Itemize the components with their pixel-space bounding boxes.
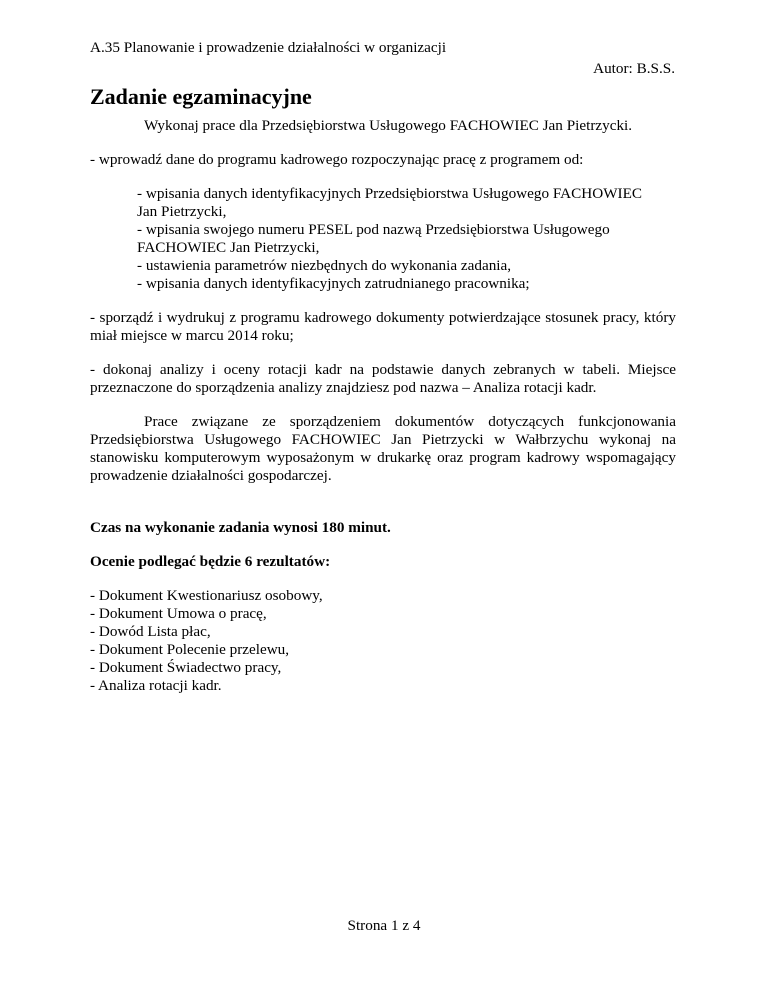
page-footer: Strona 1 z 4 — [347, 917, 421, 934]
document-body — [90, 117, 676, 695]
course-header: A.35 Planowanie i prowadzenie działalności w organizacji — [90, 39, 447, 56]
result-item: - Analiza rotacji kadr. — [90, 677, 222, 694]
result-item: - Dokument Polecenie przelewu, — [90, 641, 290, 658]
page-title: Zadanie egzaminacyjne — [90, 84, 312, 109]
step-1: - wprowadź dane do programu kadrowego rozpoczynając pracę z programem od: — [90, 151, 584, 168]
substep-line: FACHOWIEC Jan Pietrzycki, — [137, 239, 320, 256]
results-heading: Ocenie podlegać będzie 6 rezultatów: — [90, 553, 331, 570]
step-3: - dokonaj analizy i oceny rotacji kadr na podstawie danych zebranych w tabeli. Miejsce przeznaczone do sporządzenia analizy znajdziesz pod nazwa – Analiza rotacji kadr. — [90, 361, 676, 396]
substep-line: - wpisania swojego numeru PESEL pod nazwą Przedsiębiorstwa Usługowego — [137, 221, 610, 238]
result-item: - Dowód Lista płac, — [90, 623, 211, 640]
work-description-paragraph: Prace związane ze sporządzeniem dokumentów dotyczących funkcjonowania Przedsiębiorstwa Usługowego FACHOWIEC Jan Pietrzycki w Wałbrzychu wykonaj na stanowisku komputerowym wyposażonym w drukarkę oraz program kadrowy wspomagający prowadzenie działalności gospodarczej. — [90, 413, 676, 484]
substep-line: Jan Pietrzycki, — [137, 203, 227, 220]
result-item: - Dokument Kwestionariusz osobowy, — [90, 587, 323, 604]
author-label: Autor: B.S.S. — [593, 60, 675, 77]
intro-paragraph: Wykonaj prace dla Przedsiębiorstwa Usługowego FACHOWIEC Jan Pietrzycki. — [144, 117, 633, 134]
step-2: - sporządź i wydrukuj z programu kadrowego dokumenty potwierdzające stosunek pracy, który miał miejsce w marcu 2014 roku; — [90, 309, 676, 344]
substep-line: - ustawienia parametrów niezbędnych do wykonania zadania, — [137, 257, 512, 274]
substep-line: - wpisania danych identyfikacyjnych zatrudnianego pracownika; — [137, 275, 530, 292]
time-limit: Czas na wykonanie zadania wynosi 180 minut. — [90, 519, 391, 536]
substep-line: - wpisania danych identyfikacyjnych Przedsiębiorstwa Usługowego FACHOWIEC — [137, 185, 643, 202]
results-list — [90, 587, 676, 695]
result-item: - Dokument Umowa o pracę, — [90, 605, 267, 622]
result-item: - Dokument Świadectwo pracy, — [90, 659, 282, 676]
substep-list — [137, 185, 676, 293]
